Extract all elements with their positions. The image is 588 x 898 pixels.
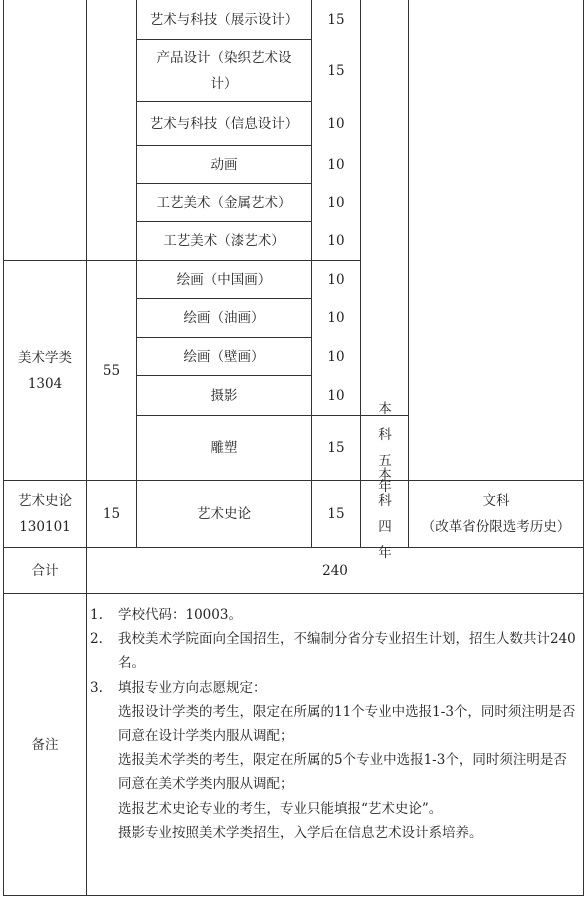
count-cell: 10 bbox=[327, 310, 345, 326]
major-cell: 艺术史论 bbox=[197, 506, 251, 522]
count-cell: 15 bbox=[327, 62, 345, 79]
category-cell bbox=[4, 261, 86, 480]
sum-value: 240 bbox=[322, 562, 348, 579]
remark-rule: 选报美术学类的考生，限定在所属的5个专业中选报1-3个，同时须注明是否同意在美术学类内服从调配； bbox=[118, 752, 567, 793]
remark-rule: 选报设计学类的考生，限定在所属的11个专业中选报1-3个，同时须注明是否同意在设计学类内服从调配； bbox=[118, 703, 576, 745]
subject-name: 文科 bbox=[482, 493, 510, 509]
category-code: 130101 bbox=[19, 519, 71, 535]
major-cell: 绘画（油画） bbox=[183, 310, 265, 326]
major-cell: 雕塑 bbox=[210, 440, 238, 456]
count-cell: 10 bbox=[327, 156, 345, 173]
category-name: 美术学类 bbox=[18, 349, 72, 366]
major-cell: 艺术与科技（展示设计） bbox=[149, 11, 299, 28]
remark-item bbox=[90, 627, 578, 675]
count-cell: 10 bbox=[327, 194, 345, 211]
count-cell: 10 bbox=[327, 348, 345, 365]
remark-number: 3. bbox=[90, 679, 103, 696]
subject-cell bbox=[409, 481, 583, 547]
major-cell: 工艺美术（漆艺术） bbox=[163, 233, 285, 249]
count-cell: 10 bbox=[327, 387, 345, 404]
count-cell: 10 bbox=[327, 233, 345, 249]
category-total-cell: 15 bbox=[102, 506, 121, 522]
category-total-cell: 55 bbox=[102, 362, 121, 379]
major-cell: 工艺美术（金属艺术） bbox=[156, 194, 292, 211]
remark-item bbox=[90, 676, 578, 700]
remark-number: 2. bbox=[90, 631, 103, 648]
remark-item bbox=[90, 603, 578, 627]
category-code: 1304 bbox=[27, 375, 63, 392]
degree-cell: 本科五年 bbox=[378, 401, 392, 495]
remark-number: 1. bbox=[90, 607, 103, 623]
category-name: 艺术史论 bbox=[18, 493, 72, 509]
major-cell: 绘画（中国画） bbox=[176, 271, 272, 288]
remark-text: 填报专业方向志愿规定： bbox=[118, 679, 267, 696]
grid-line bbox=[3, 895, 583, 896]
major-cell: 艺术与科技（信息设计） bbox=[149, 115, 299, 132]
count-cell: 15 bbox=[327, 506, 345, 522]
count-cell: 15 bbox=[327, 440, 345, 456]
category-cell bbox=[4, 481, 86, 547]
grid-line bbox=[360, 0, 361, 547]
major-cell: 产品设计（染织艺术设计） bbox=[156, 49, 292, 92]
remarks-content bbox=[90, 603, 578, 845]
remark-rule: 选报艺术史论专业的考生，专业只能填报“艺术史论”。 bbox=[118, 800, 443, 817]
count-cell: 10 bbox=[327, 115, 345, 132]
remark-rule: 摄影专业按照美术学类招生，入学后在信息艺术设计系培养。 bbox=[118, 824, 483, 841]
major-cell: 摄影 bbox=[210, 387, 238, 404]
remark-text: 我校美术学院面向全国招生，不编制分省分专业招生计划，招生人数共计240名。 bbox=[118, 631, 576, 672]
degree-cell: 本科四年 bbox=[378, 467, 392, 561]
subject-note: （改革省份限选考历史） bbox=[421, 519, 571, 535]
remarks-label: 备注 bbox=[31, 736, 59, 753]
count-cell: 15 bbox=[327, 11, 345, 28]
sum-label: 合计 bbox=[31, 562, 59, 579]
remark-text: 学校代码：10003。 bbox=[118, 607, 242, 623]
count-cell: 10 bbox=[327, 271, 345, 288]
grid-line bbox=[408, 0, 409, 547]
major-cell: 绘画（壁画） bbox=[183, 348, 265, 365]
grid-line bbox=[583, 0, 584, 896]
major-cell: 动画 bbox=[210, 156, 238, 173]
grid-line bbox=[3, 593, 583, 594]
